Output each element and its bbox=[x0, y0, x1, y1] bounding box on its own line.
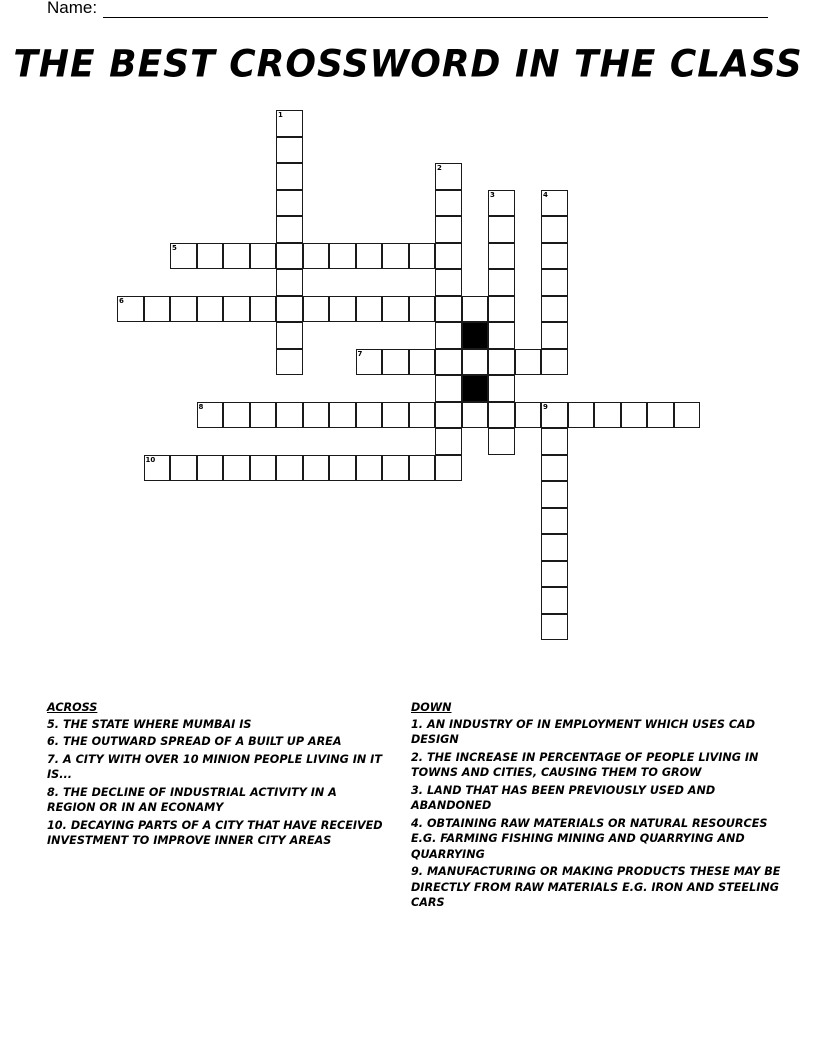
crossword-cell[interactable] bbox=[329, 243, 356, 270]
crossword-cell[interactable] bbox=[541, 296, 568, 323]
crossword-cell[interactable] bbox=[276, 190, 303, 217]
crossword-cell[interactable] bbox=[435, 349, 462, 376]
crossword-cell[interactable] bbox=[223, 296, 250, 323]
crossword-cell[interactable] bbox=[303, 243, 330, 270]
clue-number: 1. bbox=[411, 717, 424, 731]
clue-down-9 bbox=[411, 864, 781, 911]
crossword-cell[interactable] bbox=[356, 243, 383, 270]
crossword-cell[interactable] bbox=[250, 402, 277, 429]
crossword-cell[interactable] bbox=[382, 243, 409, 270]
crossword-cell[interactable] bbox=[276, 137, 303, 164]
crossword-cell[interactable] bbox=[303, 296, 330, 323]
clue-across-10 bbox=[47, 818, 387, 849]
crossword-cell[interactable] bbox=[541, 269, 568, 296]
crossword-cell[interactable] bbox=[541, 455, 568, 482]
crossword-cell[interactable] bbox=[435, 216, 462, 243]
crossword-cell[interactable] bbox=[276, 349, 303, 376]
crossword-cell[interactable] bbox=[647, 402, 674, 429]
crossword-cell[interactable] bbox=[223, 243, 250, 270]
black-square bbox=[462, 375, 489, 402]
crossword-cell[interactable] bbox=[197, 243, 224, 270]
clue-number: 3. bbox=[411, 783, 424, 797]
page-title: THE BEST CROSSWORD IN THE CLASS bbox=[13, 42, 803, 87]
crossword-cell[interactable] bbox=[276, 163, 303, 190]
crossword-cell[interactable] bbox=[409, 243, 436, 270]
down-clues bbox=[411, 700, 781, 913]
crossword-cell[interactable] bbox=[462, 296, 489, 323]
crossword-cell[interactable] bbox=[329, 402, 356, 429]
cell-number: 6 bbox=[119, 296, 124, 305]
crossword-cell[interactable] bbox=[488, 402, 515, 429]
clue-across-6 bbox=[47, 734, 387, 750]
clue-text: MANUFACTURING OR MAKING PRODUCTS THESE MAY BE DIRECTLY FROM RAW MATERIALS E.G. IRON AND STEELING CARS bbox=[411, 865, 781, 909]
clue-number: 6. bbox=[47, 735, 60, 748]
crossword-cell[interactable] bbox=[435, 243, 462, 270]
clue-number: 4. bbox=[411, 816, 424, 830]
clue-across-8 bbox=[47, 785, 387, 816]
crossword-cell[interactable] bbox=[144, 296, 171, 323]
crossword-cell[interactable] bbox=[541, 587, 568, 614]
crossword-cell[interactable] bbox=[329, 296, 356, 323]
crossword-cell[interactable] bbox=[382, 455, 409, 482]
crossword-cell[interactable] bbox=[170, 243, 197, 270]
crossword-cell[interactable] bbox=[568, 402, 595, 429]
crossword-cell[interactable] bbox=[276, 243, 303, 270]
crossword-cell[interactable] bbox=[488, 269, 515, 296]
clue-number: 7. bbox=[47, 752, 60, 766]
cell-number: 10 bbox=[145, 455, 156, 464]
crossword-cell[interactable] bbox=[435, 375, 462, 402]
crossword-cell[interactable] bbox=[409, 296, 436, 323]
cell-number: 3 bbox=[490, 190, 495, 199]
crossword-cell[interactable] bbox=[541, 190, 568, 217]
crossword-cell[interactable] bbox=[488, 375, 515, 402]
clue-text: THE DECLINE OF INDUSTRIAL ACTIVITY IN A REGION OR IN AN ECONAMY bbox=[47, 785, 337, 814]
crossword-cell[interactable] bbox=[435, 163, 462, 190]
cell-number: 4 bbox=[543, 190, 548, 199]
clue-text: THE OUTWARD SPREAD OF A BUILT UP AREA bbox=[63, 735, 342, 748]
clue-down-1 bbox=[411, 717, 781, 748]
crossword-cell[interactable] bbox=[674, 402, 701, 429]
crossword-cell[interactable] bbox=[541, 508, 568, 535]
crossword-cell[interactable] bbox=[409, 349, 436, 376]
crossword-cell[interactable] bbox=[435, 190, 462, 217]
crossword-cell[interactable] bbox=[356, 402, 383, 429]
crossword-cell[interactable] bbox=[488, 190, 515, 217]
clue-text: LAND THAT HAS BEEN PREVIOUSLY USED AND ABANDONED bbox=[411, 783, 716, 812]
crossword-cell[interactable] bbox=[170, 455, 197, 482]
cell-number: 7 bbox=[357, 349, 363, 358]
black-square bbox=[462, 322, 489, 349]
crossword-cell[interactable] bbox=[144, 455, 171, 482]
across-heading: ACROSS bbox=[47, 701, 98, 714]
crossword-cell[interactable] bbox=[382, 402, 409, 429]
clue-across-7 bbox=[47, 752, 387, 783]
clue-down-2 bbox=[411, 750, 781, 781]
crossword-cell[interactable] bbox=[250, 243, 277, 270]
clue-number: 8. bbox=[47, 785, 60, 799]
crossword-cell[interactable] bbox=[170, 296, 197, 323]
cell-number: 5 bbox=[172, 243, 177, 252]
crossword-cell[interactable] bbox=[541, 481, 568, 508]
clue-text: OBTAINING RAW MATERIALS OR NATURAL RESOURCES E.G. FARMING FISHING MINING AND QUARRYING AND QUARRYING bbox=[411, 816, 768, 861]
crossword-cell[interactable] bbox=[541, 322, 568, 349]
crossword-cell[interactable] bbox=[276, 269, 303, 296]
crossword-cell[interactable] bbox=[303, 455, 330, 482]
crossword-cell[interactable] bbox=[382, 349, 409, 376]
clue-text: THE STATE WHERE MUMBAI IS bbox=[63, 717, 252, 731]
crossword-cell[interactable] bbox=[382, 296, 409, 323]
crossword-cell[interactable] bbox=[223, 455, 250, 482]
crossword-cell[interactable] bbox=[541, 402, 568, 429]
clue-number: 2. bbox=[411, 750, 424, 764]
across-clues bbox=[47, 700, 387, 851]
down-heading: DOWN bbox=[411, 701, 452, 714]
crossword-cell[interactable] bbox=[276, 455, 303, 482]
cell-number: 8 bbox=[198, 402, 204, 411]
crossword-cell[interactable] bbox=[223, 402, 250, 429]
crossword-cell[interactable] bbox=[276, 322, 303, 349]
crossword-cell[interactable] bbox=[276, 216, 303, 243]
clue-text: THE INCREASE IN PERCENTAGE OF PEOPLE LIVING IN TOWNS AND CITIES, CAUSING THEM TO GROW bbox=[411, 750, 759, 779]
crossword-cell[interactable] bbox=[515, 402, 542, 429]
crossword-cell[interactable] bbox=[435, 296, 462, 323]
crossword-cell[interactable] bbox=[541, 534, 568, 561]
crossword-cell[interactable] bbox=[462, 349, 489, 376]
cell-number: 9 bbox=[543, 402, 548, 411]
crossword-cell[interactable] bbox=[276, 402, 303, 429]
crossword-cell[interactable] bbox=[197, 296, 224, 323]
crossword-cell[interactable] bbox=[541, 243, 568, 270]
crossword-cell[interactable] bbox=[488, 243, 515, 270]
crossword-cell[interactable] bbox=[515, 349, 542, 376]
crossword-cell[interactable] bbox=[621, 402, 648, 429]
crossword-cell[interactable] bbox=[594, 402, 621, 429]
crossword-cell[interactable] bbox=[276, 296, 303, 323]
clue-across-5 bbox=[47, 717, 387, 733]
clue-down-4 bbox=[411, 816, 781, 863]
crossword-cell[interactable] bbox=[356, 349, 383, 376]
clue-text: AN INDUSTRY OF IN EMPLOYMENT WHICH USES CAD DESIGN bbox=[411, 717, 755, 746]
crossword-cell[interactable] bbox=[250, 296, 277, 323]
name-label: Name: bbox=[47, 0, 98, 17]
crossword-cell[interactable] bbox=[435, 428, 462, 455]
crossword-cell[interactable] bbox=[117, 296, 144, 323]
crossword-cell[interactable] bbox=[356, 296, 383, 323]
clue-down-3 bbox=[411, 783, 781, 814]
crossword-cell[interactable] bbox=[541, 614, 568, 641]
crossword-cell[interactable] bbox=[329, 455, 356, 482]
crossword-cell[interactable] bbox=[541, 216, 568, 243]
cell-number: 2 bbox=[437, 164, 442, 172]
clue-number: 9. bbox=[411, 865, 424, 878]
crossword-cell[interactable] bbox=[197, 455, 224, 482]
crossword-cell[interactable] bbox=[488, 322, 515, 349]
clue-text: A CITY WITH OVER 10 MINION PEOPLE LIVING IN IT IS... bbox=[47, 752, 382, 781]
crossword-cell[interactable] bbox=[250, 455, 277, 482]
crossword-cell[interactable] bbox=[303, 402, 330, 429]
crossword-cell[interactable] bbox=[488, 428, 515, 455]
crossword-cell[interactable] bbox=[462, 402, 489, 429]
cell-number: 1 bbox=[278, 111, 283, 119]
crossword-cell[interactable] bbox=[435, 322, 462, 349]
crossword-cell[interactable] bbox=[541, 561, 568, 588]
crossword-cell[interactable] bbox=[435, 455, 462, 482]
crossword-cell[interactable] bbox=[488, 296, 515, 323]
crossword-cell[interactable] bbox=[541, 428, 568, 455]
crossword-cell[interactable] bbox=[197, 402, 224, 429]
crossword-cell[interactable] bbox=[435, 269, 462, 296]
clue-number: 5. bbox=[47, 717, 60, 731]
crossword-cell[interactable] bbox=[356, 455, 383, 482]
crossword-cell[interactable] bbox=[276, 110, 303, 137]
crossword-cell[interactable] bbox=[435, 402, 462, 429]
crossword-cell[interactable] bbox=[409, 455, 436, 482]
crossword-cell[interactable] bbox=[488, 216, 515, 243]
clue-number: 10. bbox=[47, 818, 67, 832]
crossword-cell[interactable] bbox=[541, 349, 568, 376]
crossword-cell[interactable] bbox=[488, 349, 515, 376]
clue-text: DECAYING PARTS OF A CITY THAT HAVE RECEIVED INVESTMENT TO IMPROVE INNER CITY AREAS bbox=[47, 818, 383, 847]
crossword-cell[interactable] bbox=[409, 402, 436, 429]
